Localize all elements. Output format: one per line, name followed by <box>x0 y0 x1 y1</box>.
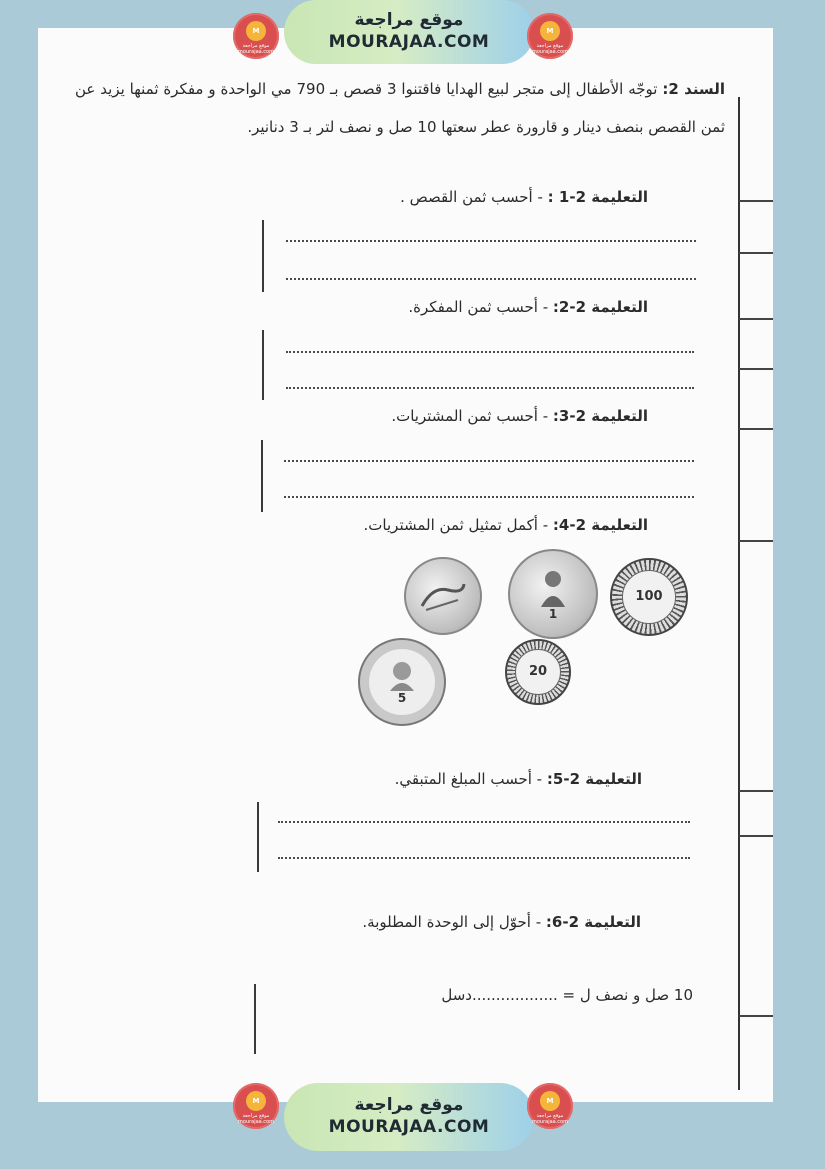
coin-face <box>622 570 676 624</box>
coin-value-5: 5 <box>397 691 407 705</box>
instruction-text: - أكمل تمثيل ثمن المشتريات. <box>363 516 549 534</box>
answer-line[interactable] <box>286 351 694 353</box>
coin-100-millimes <box>610 558 688 636</box>
grading-column-border <box>738 97 740 1090</box>
instruction-text: - أحسب المبلغ المتبقي. <box>394 770 543 788</box>
answer-line[interactable] <box>286 387 694 389</box>
instruction-2-6 <box>362 913 641 931</box>
logo-mark-icon: M <box>246 21 266 41</box>
logo-caption: موقع مراجعة mourajaa.com <box>531 1113 568 1125</box>
instruction-label: التعليمة 2-2: <box>552 298 648 316</box>
conversion-blank[interactable]: .................. <box>471 986 558 1004</box>
instruction-text: - أحوّل إلى الوحدة المطلوبة. <box>362 913 542 931</box>
conversion-left: 10 صل و نصف ل = <box>562 986 693 1004</box>
instruction-text: - أحسب ثمن القصص . <box>400 188 543 206</box>
coin-portrait-icon <box>536 567 570 607</box>
logo-mark-icon: M <box>540 1091 560 1111</box>
logo-caption: موقع مراجعة mourajaa.com <box>531 43 568 55</box>
grading-tick <box>739 790 773 792</box>
coin-value-1: 1 <box>548 607 558 621</box>
answer-margin-bar <box>257 802 259 872</box>
answer-line[interactable] <box>284 460 694 462</box>
instruction-label: التعليمة 2-3: <box>552 407 648 425</box>
answer-line[interactable] <box>286 278 696 280</box>
coin-portrait-icon <box>387 659 417 691</box>
grading-tick <box>739 368 773 370</box>
grading-tick <box>739 835 773 837</box>
instruction-2-1 <box>400 188 648 206</box>
grading-tick <box>739 1015 773 1017</box>
conversion-unit: دسل <box>441 986 472 1004</box>
instruction-text: - أحسب ثمن المشتريات. <box>391 407 549 425</box>
grading-tick <box>739 428 773 430</box>
instruction-label: التعليمة 2-6: <box>545 913 641 931</box>
coin-five-dinars <box>358 638 446 726</box>
grading-tick <box>739 252 773 254</box>
site-header-banner[interactable] <box>284 0 534 64</box>
site-footer-banner[interactable] <box>284 1083 534 1151</box>
instruction-label: التعليمة 2-5: <box>546 770 642 788</box>
instruction-2-5 <box>395 770 642 788</box>
instruction-2-2 <box>408 298 648 316</box>
logo-mark-icon: M <box>246 1091 266 1111</box>
answer-line[interactable] <box>286 240 696 242</box>
coin-face <box>515 649 560 694</box>
answer-line[interactable] <box>278 821 690 823</box>
coin-20-millimes <box>505 639 571 705</box>
statement-label: السند 2: <box>662 80 725 98</box>
answer-line[interactable] <box>278 857 690 859</box>
answer-margin-bar <box>261 440 263 512</box>
coin-one-dinar <box>508 549 598 639</box>
instruction-text: - أحسب ثمن المفكرة. <box>408 298 549 316</box>
logo-caption: موقع مراجعة mourajaa.com <box>237 1113 274 1125</box>
coin-engraving-icon <box>418 576 468 616</box>
instruction-2-4 <box>364 516 648 534</box>
site-logo-left[interactable] <box>233 13 279 59</box>
site-logo-left[interactable] <box>233 1083 279 1129</box>
statement-text: توجّه الأطفال إلى متجر لبيع الهدايا فاقتنوا 3 قصص بـ 790 مي الواحدة و مفكرة ثمنها يزيد عن ثمن القصص بنصف دينار و قارورة عطر سعتها 10 صل و نصف لتر بـ 3 دنانير. <box>75 80 725 136</box>
site-name-en: MOURAJAA.COM <box>328 1117 490 1137</box>
coin-value-20: 20 <box>528 664 548 680</box>
grading-tick <box>739 200 773 202</box>
problem-statement <box>75 70 725 146</box>
site-logo-right[interactable] <box>527 1083 573 1129</box>
instruction-2-3 <box>391 407 648 425</box>
coin-half-dinar <box>404 557 482 635</box>
site-name-ar: موقع مراجعة <box>354 1095 464 1115</box>
coin-value-100: 100 <box>635 589 663 605</box>
instruction-label: التعليمة 2-1 : <box>547 188 648 206</box>
logo-mark-icon: M <box>540 21 560 41</box>
answer-margin-bar <box>262 220 264 292</box>
site-name-ar: موقع مراجعة <box>354 10 464 30</box>
instruction-label: التعليمة 2-4: <box>552 516 648 534</box>
answer-margin-bar <box>262 330 264 400</box>
answer-margin-bar <box>254 984 256 1054</box>
grading-tick <box>739 540 773 542</box>
site-name-en: MOURAJAA.COM <box>328 32 490 52</box>
logo-caption: موقع مراجعة mourajaa.com <box>237 43 274 55</box>
site-logo-right[interactable] <box>527 13 573 59</box>
grading-tick <box>739 318 773 320</box>
conversion-exercise <box>441 986 693 1004</box>
answer-line[interactable] <box>284 496 694 498</box>
